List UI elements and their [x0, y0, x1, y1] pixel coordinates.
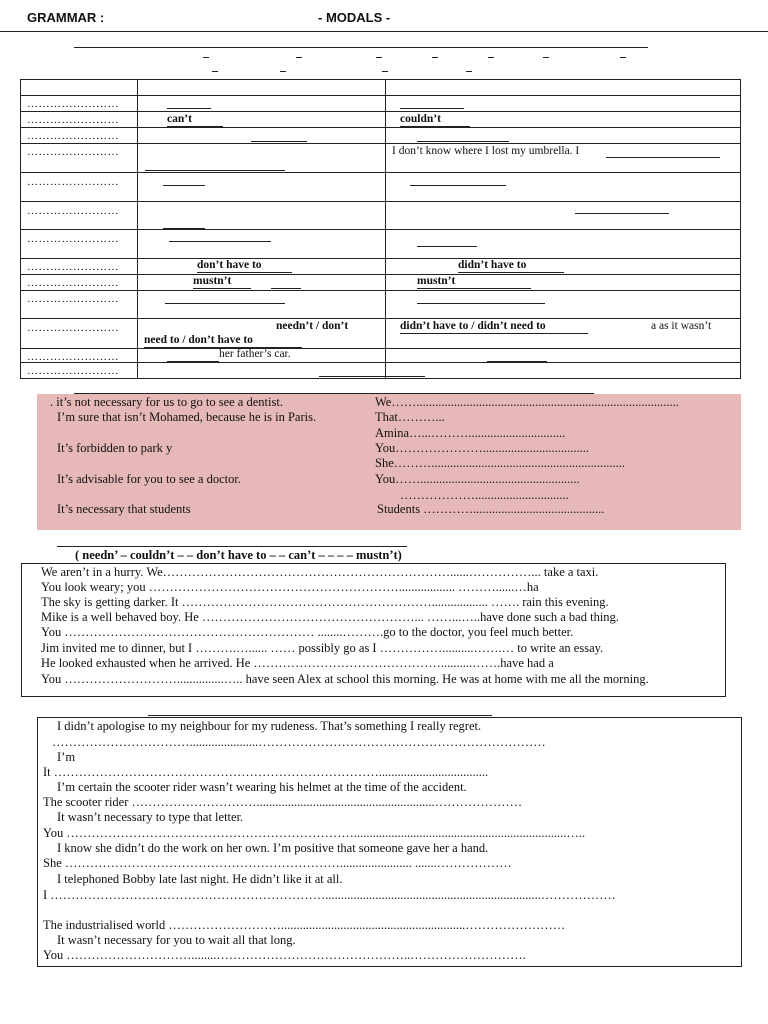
ex2-line-6: Jim invited me to dinner, but I ……….…...... …… possibly go as I ……………..........…….… to write an essay.	[41, 641, 604, 655]
ex2-line-3: The sky is getting darker. It …………………………………………………….................. ……. rain this evening.	[41, 595, 609, 609]
pink-right-3: Amina…...………...............................	[375, 426, 566, 440]
row-label-3: ……………………	[27, 130, 119, 142]
ex2-line-8: You ………………………...............….. have seen Alex at school this morning. He was at home with me all the morning.	[41, 672, 649, 686]
pink-left-8: It’s necessary that students	[57, 502, 191, 516]
modals-table	[20, 79, 741, 379]
pink-left-1: . it’s not necessary for us to go to see a dentist.	[50, 395, 283, 409]
ex3-line-8: You ……………………………………………………………....................................................................…..	[43, 826, 586, 840]
row-label-7: ……………………	[27, 233, 119, 245]
ex3-line-16: You …………………………........………………………………………..……………………….	[43, 948, 526, 962]
cell-didnt-have-to: didn’t have to	[458, 259, 527, 271]
row-label-1: ……………………	[27, 98, 119, 110]
grammar-label: GRAMMAR :	[27, 10, 105, 25]
header-divider	[0, 31, 768, 32]
ex3-line-6: The scooter rider ………………………….........................................................…………………	[43, 795, 523, 809]
cell-dont-have-to: don’t have to	[197, 259, 262, 271]
row-label-10: ……………………	[27, 293, 119, 305]
ex3-rule	[148, 715, 492, 716]
pink-right-8: Students …………..........................................	[377, 502, 605, 516]
row-label-6: ……………………	[27, 205, 119, 217]
pink-right-4: You…………………..................................	[375, 441, 590, 455]
cell-cant: can’t	[167, 113, 192, 125]
row-label-8: ……………………	[27, 261, 119, 273]
title-rule	[74, 47, 648, 48]
modals-title: - MODALS -	[318, 10, 391, 25]
pink-left-4: It’s forbidden to park y	[57, 441, 173, 455]
row-label-5: ……………………	[27, 176, 119, 188]
ex2-line-7: He looked exhausted when he arrived. He ………………………………………..........…….have had a	[41, 656, 554, 670]
row-label-2: ……………………	[27, 114, 119, 126]
word-bank: ( needn’ – couldn’t – – don’t have to – – can’t – – – – mustn’t)	[75, 548, 402, 562]
row-label-9: ……………………	[27, 277, 119, 289]
ex3-line-9: I know she didn’t do the work on her own. I’m positive that someone gave her a hand.	[57, 841, 489, 855]
row-label-11: ……………………	[27, 322, 119, 334]
ex3-line-7: It wasn’t necessary to type that letter.	[57, 810, 244, 824]
ex3-line-4: It ……………………………………………………………………...................................	[43, 765, 489, 779]
cell-couldnt: couldn’t	[400, 113, 441, 125]
pink-left-6: It’s advisable for you to see a doctor.	[57, 472, 241, 486]
pink-right-1: We……....................................................................................	[375, 395, 679, 409]
ex3-line-15: It wasn’t necessary for you to wait all that long.	[57, 933, 296, 947]
ex3-line-10: She …………………………………………………………....................... .......………………	[43, 856, 512, 870]
ex3-line-3: I’m	[57, 750, 76, 764]
ex3-line-14: The industrialised world ………………………...........................................................……………………	[43, 918, 566, 932]
word-bank-rule	[57, 546, 407, 547]
ex2-line-4: Mike is a well behaved boy. He ……………………………………………... ……...…..have done such a bad thing.	[41, 610, 619, 624]
ex2-line-5: You …………………………………………………… ........……….go to the doctor, you feel much better.	[41, 625, 574, 639]
cell-fathers-car: her father’s car.	[219, 348, 291, 360]
pink-right-7: ………………..............................	[400, 488, 569, 502]
pink-left-2: I’m sure that isn’t Mohamed, because he is in Paris.	[57, 410, 317, 424]
pink-right-5: She………..............................................................	[375, 456, 625, 470]
cell-didnt-need-to: didn’t have to / didn’t need to	[400, 320, 546, 332]
cell-neednt-dont: needn’t / don’t	[276, 320, 349, 332]
row-label-13: ……………………	[27, 365, 119, 377]
cell-mustnt-1: mustn’t	[193, 275, 232, 287]
pink-right-2: That………...	[375, 410, 445, 424]
pink-right-6: You……...................................................	[375, 472, 580, 486]
ex3-line-5: I’m certain the scooter rider wasn’t wearing his helmet at the time of the accident.	[57, 780, 467, 794]
row-label-12: ……………………	[27, 351, 119, 363]
ex3-line-12: I ………………………………………………………….....................................................................………………	[43, 888, 616, 902]
ex3-line-1: I didn’t apologise to my neighbour for my rudeness. That’s something I really regret.	[57, 719, 482, 733]
cell-mustnt-2: mustn’t	[417, 275, 456, 287]
cell-umbrella-sentence: I don’t know where I lost my umbrella. I	[392, 145, 580, 157]
row-label-4: ……………………	[27, 146, 119, 158]
ex2-line-2: You look weary; you …………………………………………………….................. ………......…ha	[41, 580, 539, 594]
ex3-line-11: I telephoned Bobby late last night. He didn’t like it at all.	[57, 872, 343, 886]
ex3-line-2: ……………………………......................……………………………………………………………	[52, 735, 546, 749]
ex2-line-1: We aren’t in a hurry. We……………………………………………………………......……………... take a taxi.	[41, 565, 599, 579]
cell-as-it-wasnt: a as it wasn’t	[651, 320, 712, 332]
cell-need-to-dont-have-to: need to / don’t have to	[144, 334, 253, 346]
